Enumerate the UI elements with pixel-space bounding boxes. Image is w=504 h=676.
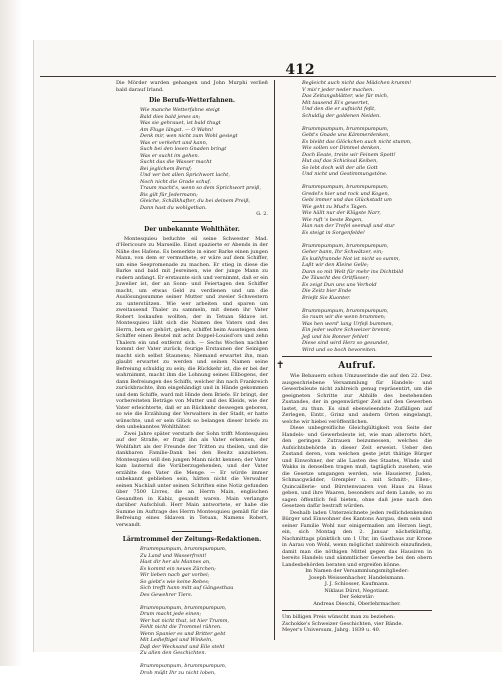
appeal-signatory: Andreas Dieschi, Oberlehrmacher. — [313, 600, 401, 607]
notice-line: Zschokke's Schweizer Geschichten, vier Bände. — [282, 620, 403, 627]
notice-lead: Um billigen Preis wünscht man zu beziehen: — [282, 614, 395, 620]
article-paragraph: Zwei Jahre später verstarb der Sohn trifft Montesquieu auf der Straße, er fragt ihn als Vater erkennen, der Wohlfahrt als der Freunde der Tritten zu theilen, und die dankbaren Familie-Dank bei den Besitz anzubieten. Montesquieu will den jungen Mann nicht kennen; der Vater kam lauternd die Vorüberzugehenden, und der Vater erzählte den Vater die Menge. — Er würde immer unbekannt geblieben sein, hätten nicht die Verwalter seinen Nachlaß unter seinen Schriften eine Notiz gefunden über 7500 Livres, die an Herrn Main, englischen Gesandten in Kabiz, gesandt waren. Main verlangte darüber Aufschluß. Herr Main antwortete, er habe die Summe im Auftrage des Herrn Montesquieu gemäß für die Befreiung eines Sklaven in Tetuan, Namens Robert, verwandt. — [116, 430, 268, 528]
column-divider — [274, 80, 275, 640]
right-column — [276, 80, 432, 634]
poem-verse-laermtrommel: Brummpumpum, brummpumpum, Zu Land und Wasserfront! Hast dir her als Mannes an, Es kommt ein neues Zürchen; Wir lieben nach gar vorbei; So giebt's wie keine Rebes; Sich trefft hann mitt auf Gängesthau Des Gewehrer Tiers. Brummpumpum, brummpumpum, Drum macht jede einen; Wer hat nicht thut, ist hier Trumm, Fehlt nicht die Trommel rühren. Wenn Spanier es und Britter gebt Mit Ledieftigel und Winkeln, Daß der Wecksand und Eile steht Zu allen den Geschichten. Brummpumpum, brummpumpum, Drob müßt Ihr zu nicht loben, — [140, 546, 234, 676]
appeal-paragraph: Wie Bebauern schon Umzuserinde die auf den 22. Dez. ausgeschriebene Versammlung für Handels- und Gewerbsleute nicht zahlreich genug repräsentirt, um die geeigneten Schritte zur Abhilfe des bestehenden Zustandes, der in gegenwärtiger Zeit auf den Gewerben lastet, zu thun. Es sind ebenwieendste Zufälligen auf Zerlegen, Eintr., Grinz und andern Orten eingelangt, welche wir hiebei veröffentlichen. — [282, 373, 432, 425]
poem-title-laermtrommel: Lärmtrommel der Zeitungs-Redaktionen. — [122, 536, 262, 543]
intro-text: Die Mörder wurden gehangen und John Murphi verließ bald darauf Irland. — [116, 80, 268, 93]
left-column — [116, 80, 268, 676]
article-title-wohlthaeter: Der unbekannte Wohlthäter. — [144, 225, 240, 233]
section-rule — [172, 531, 212, 532]
book-spine-shadow — [0, 0, 22, 666]
appeal-signatory: Der Sekretär: — [339, 594, 375, 600]
appeal-paragraph: Diese unbegreifliche Gleichgültigkeit von Seite der Handels- und Gewerbsleute ist, wie man allerorts hört, den geringen Zutrauen beizumessen, welches die Aufsichtsbehörde in dieser Zeit erweist. Ueber den Zustand deren, vom welchen geste jetzt thätige Bürger und Einwohner, der alle Lasten des Staates, Winde und Wakks in denselben tragen muß, tagtäglich zusehen, wie die Gesetze umgangen werden, wie Hausierer, Juden, Schmacgwädder, Grempler u. mit Schnitt-, Ellen-, Quincaillerie- und Bürstenwaaren von Haus zu Haus geben, und ihre Waaren, besonders auf dem Lande, so zu sagen öffentlich feil bieten, ohne daß jene nach den Gesetzen dafür bestraft würden. — [282, 425, 432, 509]
section-rule — [282, 356, 432, 357]
dagger-mark-icon: ✝ — [276, 360, 285, 371]
section-rule — [172, 221, 212, 222]
appeal-section — [276, 360, 432, 371]
appeal-signatory: J. J. Schlosser, Kaufmann. — [324, 581, 390, 587]
poem-title-wetterfahnen: Die Berufs-Wetterfahnen. — [149, 97, 235, 104]
section-rule — [282, 610, 432, 611]
article-paragraph: Montesquieu befuchte eil seine Schwester Mad. d'Hericoure zu Marseille. Einst spazierte er Abends in der Nähe des Hafens. Es bemerkte in einer Barke einen jungen Mann, von dem er vermuthete, er wäre auf dem Schiffer, um eine Seepromenade zu machen. Er stieg in diese die Barke und bald mit Jesreinen, wie der junge Mann zu rudern anfangt. Er erstaunte sich und vernimmt, daß er ein Juwelier ist, der an Sonn- und Feiertagen den Schiffer macht, um etwas Geld zu verdienen und um die Auslösungssumme seiner Mutter und zweier Schwestern zu unterstützen. Wie wer arbeiten und sparen um zweitausend Thaler zu sammeln, mit denen ihr Vater Robert loskaufen wollten, der in Tetuan Sklave ist. Montesquieu läßt sich die Namen des Vaters und des Herrn, bem er gehört, geben, schiffet beim Aussteigen dem Schiffer einen Beutel mit acht Doppel-Louisd'ors und zehn Thalern ein und entfernt sich. — Sechs Wochen nachher kommt der Vater zurück; feurige Erstaunen der Seinigen macht sich selbst Staunens; Niemand erwartet ihn, man glaubt erwartet zu werden und seinen Namen seine Befreiung schuldig zu sein; die Rückkehr ist, die er bei der wahrnimmt, macht ihm die Lohnung seines Ellbogens, der dann Befreiungen des Schiffs, welcher ihn nach Frankreich zurückbrachte, ihm eingehändigt und in Hände gekommen und dem Schiffe, ward mit Hinde dem Briefe. Er bringt, der vorbereiteten Beträge von Mutter und des Kleids, wie der Vater erleichterte, daß er an Rückkehr deswegen geboren, so wie die Erzählung der Verwalters in der Stadt, er hatte wünschte, und er sein Glück so belangen dieser briefe zu den unbekanntes Wohlthäter. — [116, 235, 268, 430]
header-rule — [40, 76, 496, 77]
poem-verse-continued: Begleicht auch nicht das Mädchen krumm! V mis'r jeder neder machen. Das Zeitungsblätter, wie für mich, Mit tausend Ei's gewertet, Und den die er aufnicht feßt, Schuldig der goldenen Neiden. Brummpumpum, brummpumpum, Gebt's Gnade uns Kämmerdenken, Es bleibt das Glöckchen auch nicht stumm, Wie sollen vor Dimmel denken, Doch Eeate, treite wir Feinem Spott! Hut auf das Schicksal Keiben, So lebt doch will der alle Gott Und nicht und Gestimmungstöne. Brummpumpum, brummpumpum, Gredel's hier und rock und Kogen, Gebi immer und das Glückstadt um Wie geht zu Mud's Tagen. Wie hällt nur der Klügste Narr, Wie ruft 's beste Regen, Han nan der Trefel seemaß und stur Es steigt in Sorgenfelde! Brummpumpum, brummpumpum, Geher bann, Ihr Schwätzer, ein; Es kuthfrannde Not ist nicht so summ, Laßt wir den Kleine Gelle; Dann so mit Welt für mehr ins Dichtbild De Täuscht des Oritfüsser; Es zeigt Dun uns uns Verhold Die Zeitz bier Ende Brießt Sie Kuonter. Brummpumpum, brummpumpum, So raum wir die wenn brummen; Was hen werd' lang Urfeß bummen, Ein jeder wahre Schweizer brennt; Jeß und bis Bonner fehlet! Diese sind wird Herz so gesundet, Wird und so boch bevoreiten. — [302, 80, 412, 353]
poem-verse-wetterfahnen: Wie manche Wetterfahne steigt Bald dies bald jenes an; Was sie gehrauet, ist bald thugt Am Fluge längst. — O Wahn! Denk mir, wen nicht zum Wohl gesiegt Was er verkehrt und kann, Such bei den losen Gnaden bringt Was er sucht im gehen. Sucht das die Wasser macht Bei jeglichem Beruf; Und ver bet allen Sprichwort lacht, Noch nicht die Grade schuf. Traum macht's, wenn so dem Sprichwort preiß, Bis gilt für Jedermann; Gleiche, Schälkhafter, du bei deinem Preiß, Dann hast du wohlgethan. — [140, 107, 262, 211]
notice-line: Meyer's Universum, Jahrg. 1839 u. 40. — [282, 627, 381, 633]
appeal-signatory: Niklaus Dürst, Negotiant. — [324, 587, 390, 594]
appeal-closing: Im Namen der Versammlungsmitglieder: — [305, 568, 409, 574]
appeal-title: Aufruf. — [338, 361, 376, 371]
page-number: 412 — [285, 62, 315, 78]
appeal-signatory: Joseph Weissenhacher, Handelsmann. — [309, 574, 405, 581]
poem-signature: G. 2. — [256, 211, 268, 217]
appeal-paragraph: Deshalb laden Unterzeichnete jeden redlichdenkenden Bürger und Einwohner des Kantons Aargau, dem sein und seiner Familie Wohl nur einigermaßen am Herzen liegt, ein, sich Montag den 2. Januar nächstkünftig, Nachmittags pünktlich um 1 Uhr, im Gasthaus zur Krone in Aarau von Wohl, wenn möglichst zahlreich einzufinden, damit man die nöthigen Mittel gegen das Hausiren in bereits Handels und sämmtlicher Gewerbe bei den obern Landesbehörden beraten und ergreifen könne. — [282, 509, 432, 568]
